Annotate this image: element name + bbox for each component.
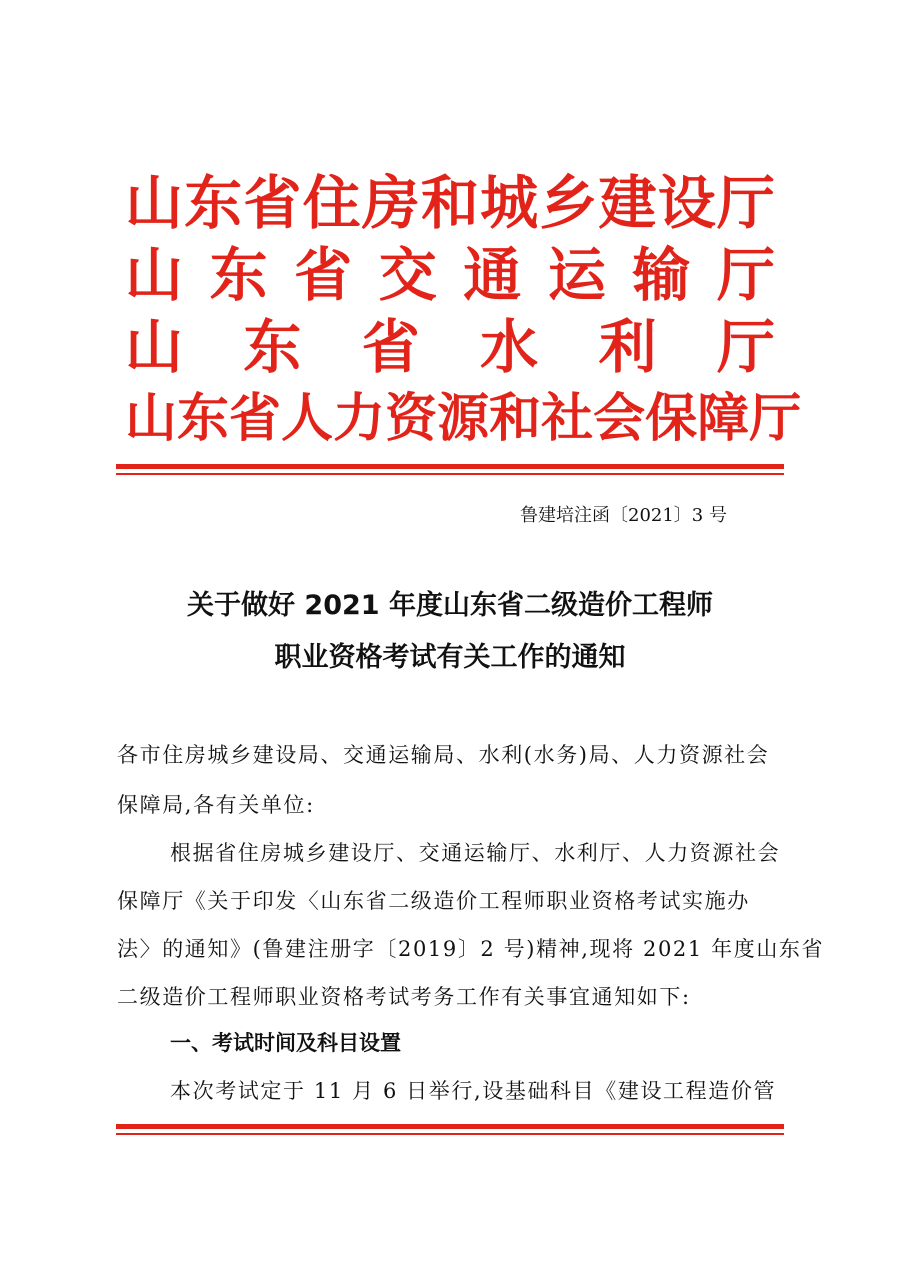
letterhead-char: 厅 xyxy=(716,313,775,381)
section-1-line-1: 本次考试定于 11 月 6 日举行,设基础科目《建设工程造价管 xyxy=(170,1079,777,1103)
letterhead-char: 设 xyxy=(657,169,716,237)
letterhead-char: 和 xyxy=(420,169,479,237)
letterhead-char: 住 xyxy=(302,169,361,237)
letterhead-char: 省 xyxy=(229,389,282,449)
letterhead-char: 东 xyxy=(177,389,230,449)
letterhead-char: 省 xyxy=(243,169,302,237)
letterhead-char: 利 xyxy=(598,313,657,381)
letterhead-char: 会 xyxy=(593,389,646,449)
letterhead-char: 障 xyxy=(697,389,750,449)
letterhead-char: 和 xyxy=(489,389,542,449)
letterhead-char: 山 xyxy=(125,241,184,309)
letterhead-char: 山 xyxy=(125,313,184,381)
letterhead-char: 省 xyxy=(294,241,353,309)
letterhead-char: 乡 xyxy=(539,169,598,237)
letterhead-char: 力 xyxy=(333,389,386,449)
letterhead-char: 山 xyxy=(125,169,184,237)
addressee-line-1: 各市住房城乡建设局、交通运输局、水利(水务)局、人力资源社会 xyxy=(117,743,770,767)
letterhead-agency-3 xyxy=(125,312,775,382)
letterhead-char: 东 xyxy=(243,313,302,381)
letterhead-char: 城 xyxy=(480,169,539,237)
letterhead-char: 输 xyxy=(632,241,691,309)
letterhead-agency-2 xyxy=(125,240,775,310)
letterhead-char: 山 xyxy=(125,389,178,449)
footer-rule-thin xyxy=(116,1133,784,1135)
letterhead-rule-thin xyxy=(116,473,784,475)
letterhead-char: 建 xyxy=(598,169,657,237)
letterhead-char: 房 xyxy=(361,169,420,237)
letterhead-agency-4 xyxy=(125,384,802,454)
letterhead-char: 厅 xyxy=(749,389,802,449)
letterhead-rule-thick xyxy=(116,464,784,469)
letterhead-char: 厅 xyxy=(716,169,775,237)
letterhead-char: 交 xyxy=(378,241,437,309)
letterhead-char: 人 xyxy=(281,389,334,449)
letterhead-char: 运 xyxy=(547,241,606,309)
document-title-line-1: 关于做好 2021 年度山东省二级造价工程师 xyxy=(187,590,713,621)
letterhead-char: 水 xyxy=(480,313,539,381)
letterhead-char: 东 xyxy=(209,241,268,309)
letterhead-char: 省 xyxy=(361,313,420,381)
letterhead-char: 东 xyxy=(184,169,243,237)
letterhead-char: 通 xyxy=(463,241,522,309)
paragraph-1-line-4: 二级造价工程师职业资格考试考务工作有关事宜通知如下: xyxy=(117,985,691,1009)
document-number: 鲁建培注函〔2021〕3 号 xyxy=(520,505,727,526)
addressee-line-2: 保障局,各有关单位: xyxy=(117,793,315,817)
letterhead-char: 社 xyxy=(541,389,594,449)
paragraph-1-line-2: 保障厅《关于印发〈山东省二级造价工程师职业资格考试实施办 xyxy=(117,889,750,913)
letterhead-agency-1 xyxy=(125,168,775,238)
paragraph-1-line-3: 法〉的通知》(鲁建注册字〔2019〕2 号)精神,现将 2021 年度山东省 xyxy=(117,937,825,961)
paragraph-1-line-1: 根据省住房城乡建设厅、交通运输厅、水利厅、人力资源社会 xyxy=(170,841,781,865)
letterhead-char: 资 xyxy=(385,389,438,449)
letterhead-char: 源 xyxy=(437,389,490,449)
letterhead-char: 保 xyxy=(645,389,698,449)
letterhead-char: 厅 xyxy=(716,241,775,309)
section-1-heading: 一、考试时间及科目设置 xyxy=(170,1031,401,1055)
document-title-line-2: 职业资格考试有关工作的通知 xyxy=(274,642,626,673)
footer-rule-thick xyxy=(116,1124,784,1129)
